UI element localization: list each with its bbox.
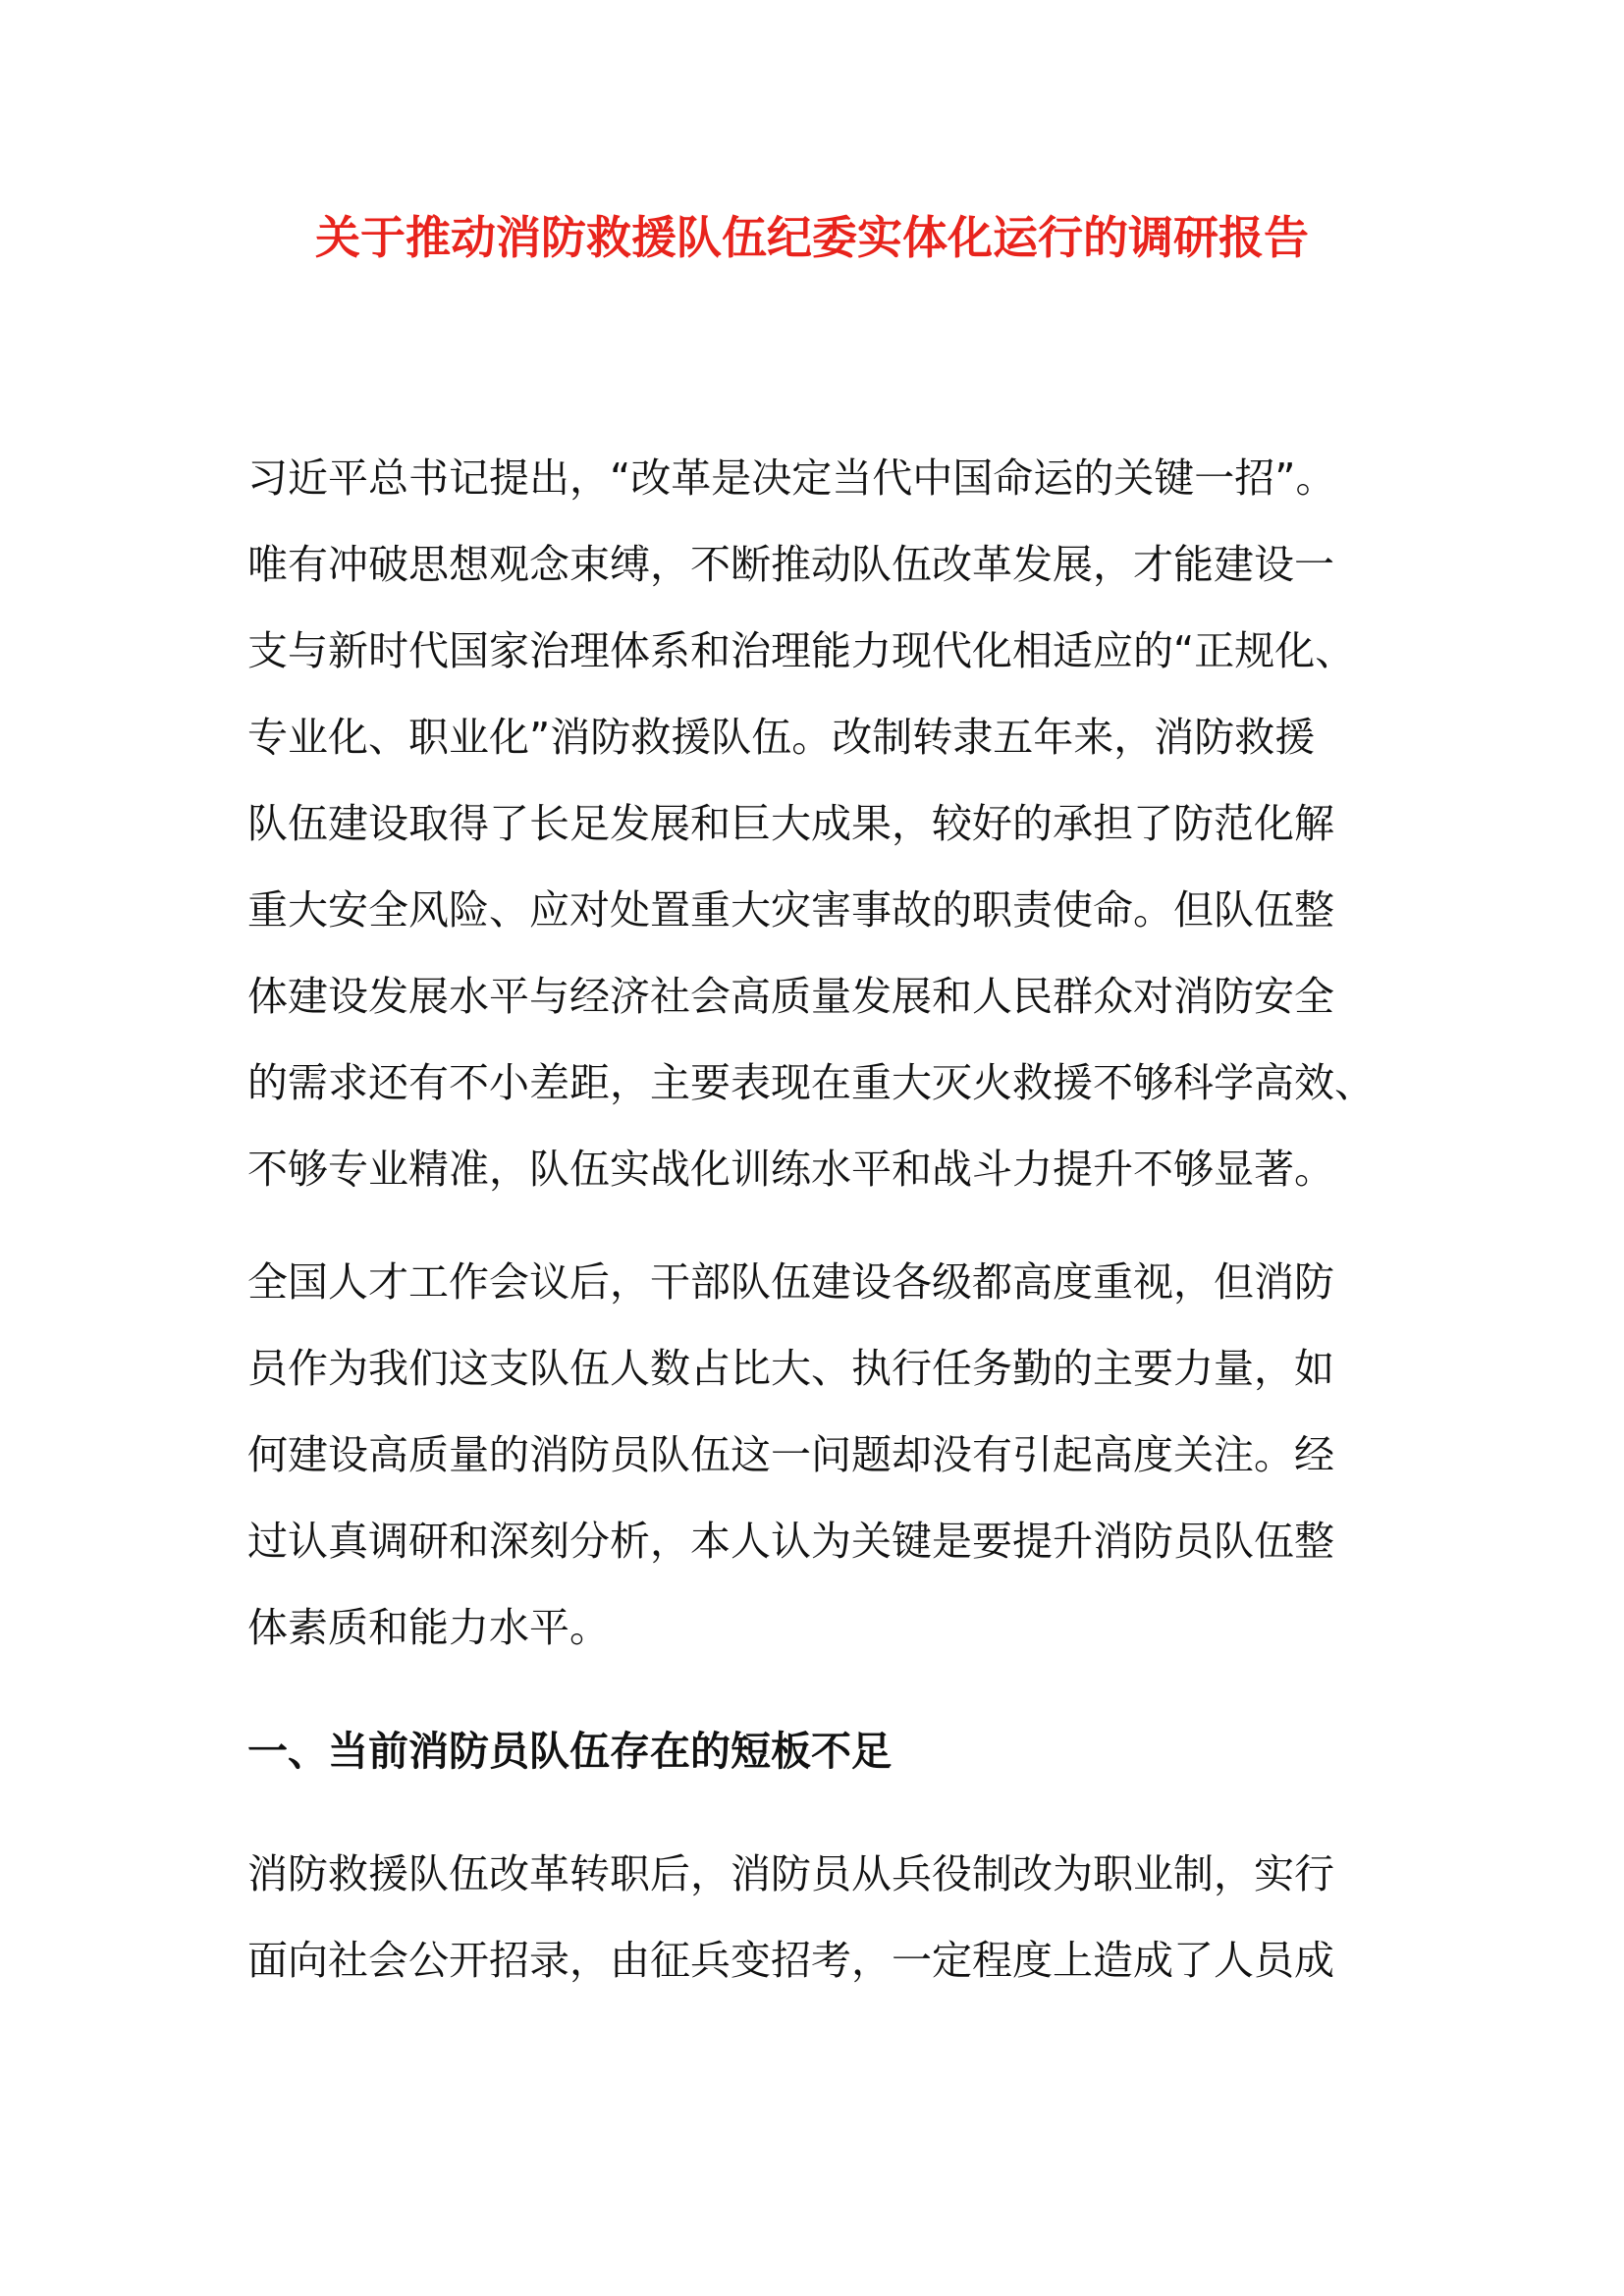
paragraph-section1 — [247, 1831, 1386, 2003]
paragraph-text — [247, 1831, 1386, 2003]
paragraph-line: 支与新时代国家治理体系和治理能力现代化相适应的“正规化、 — [247, 627, 1356, 674]
paragraph-intro — [247, 435, 1386, 1212]
section-heading-1 — [247, 1708, 1386, 1794]
paragraph-line: 何建设高质量的消防员队伍这一问题却没有引起高度关注。经 — [247, 1431, 1334, 1478]
paragraph-talent-meeting — [247, 1239, 1386, 1671]
paragraph-line: 过认真调研和深刻分析，本人认为关键是要提升消防员队伍整 — [247, 1518, 1334, 1565]
paragraph-line: 不够专业精准，队伍实战化训练水平和战斗力提升不够显著。 — [247, 1146, 1334, 1193]
paragraph-text — [247, 1239, 1386, 1671]
paragraph-line: 消防救援队伍改革转职后，消防员从兵役制改为职业制，实行 — [247, 1850, 1334, 1897]
paragraph-line: 面向社会公开招录，由征兵变招考，一定程度上造成了人员成 — [247, 1937, 1334, 1984]
paragraph-line: 唯有冲破思想观念束缚，不断推动队伍改革发展，才能建设一 — [247, 541, 1334, 588]
paragraph-line: 重大安全风险、应对处置重大灾害事故的职责使命。但队伍整 — [247, 886, 1334, 934]
paragraph-text — [247, 435, 1386, 1212]
paragraph-line: 全国人才工作会议后，干部队伍建设各级都高度重视，但消防 — [247, 1258, 1334, 1306]
paragraph-line: 体素质和能力水平。 — [247, 1604, 610, 1651]
paragraph-line: 习近平总书记提出，“改革是决定当代中国命运的关键一招”。 — [247, 454, 1336, 502]
section-heading-text: 一、当前消防员队伍存在的短板不足 — [247, 1728, 892, 1775]
paragraph-line: 的需求还有不小差距，主要表现在重大灭火救援不够科学高效、 — [247, 1059, 1375, 1106]
paragraph-line: 员作为我们这支队伍人数占比大、执行任务勤的主要力量，如 — [247, 1345, 1334, 1392]
document-title: 关于推动消防救援队伍纪委实体化运行的调研报告 — [315, 211, 1309, 264]
paragraph-line: 体建设发展水平与经济社会高质量发展和人民群众对消防安全 — [247, 973, 1334, 1020]
paragraph-line: 专业化、职业化”消防救援队伍。改制转隶五年来，消防救援 — [247, 714, 1316, 761]
paragraph-line: 队伍建设取得了长足发展和巨大成果，较好的承担了防范化解 — [247, 800, 1334, 847]
